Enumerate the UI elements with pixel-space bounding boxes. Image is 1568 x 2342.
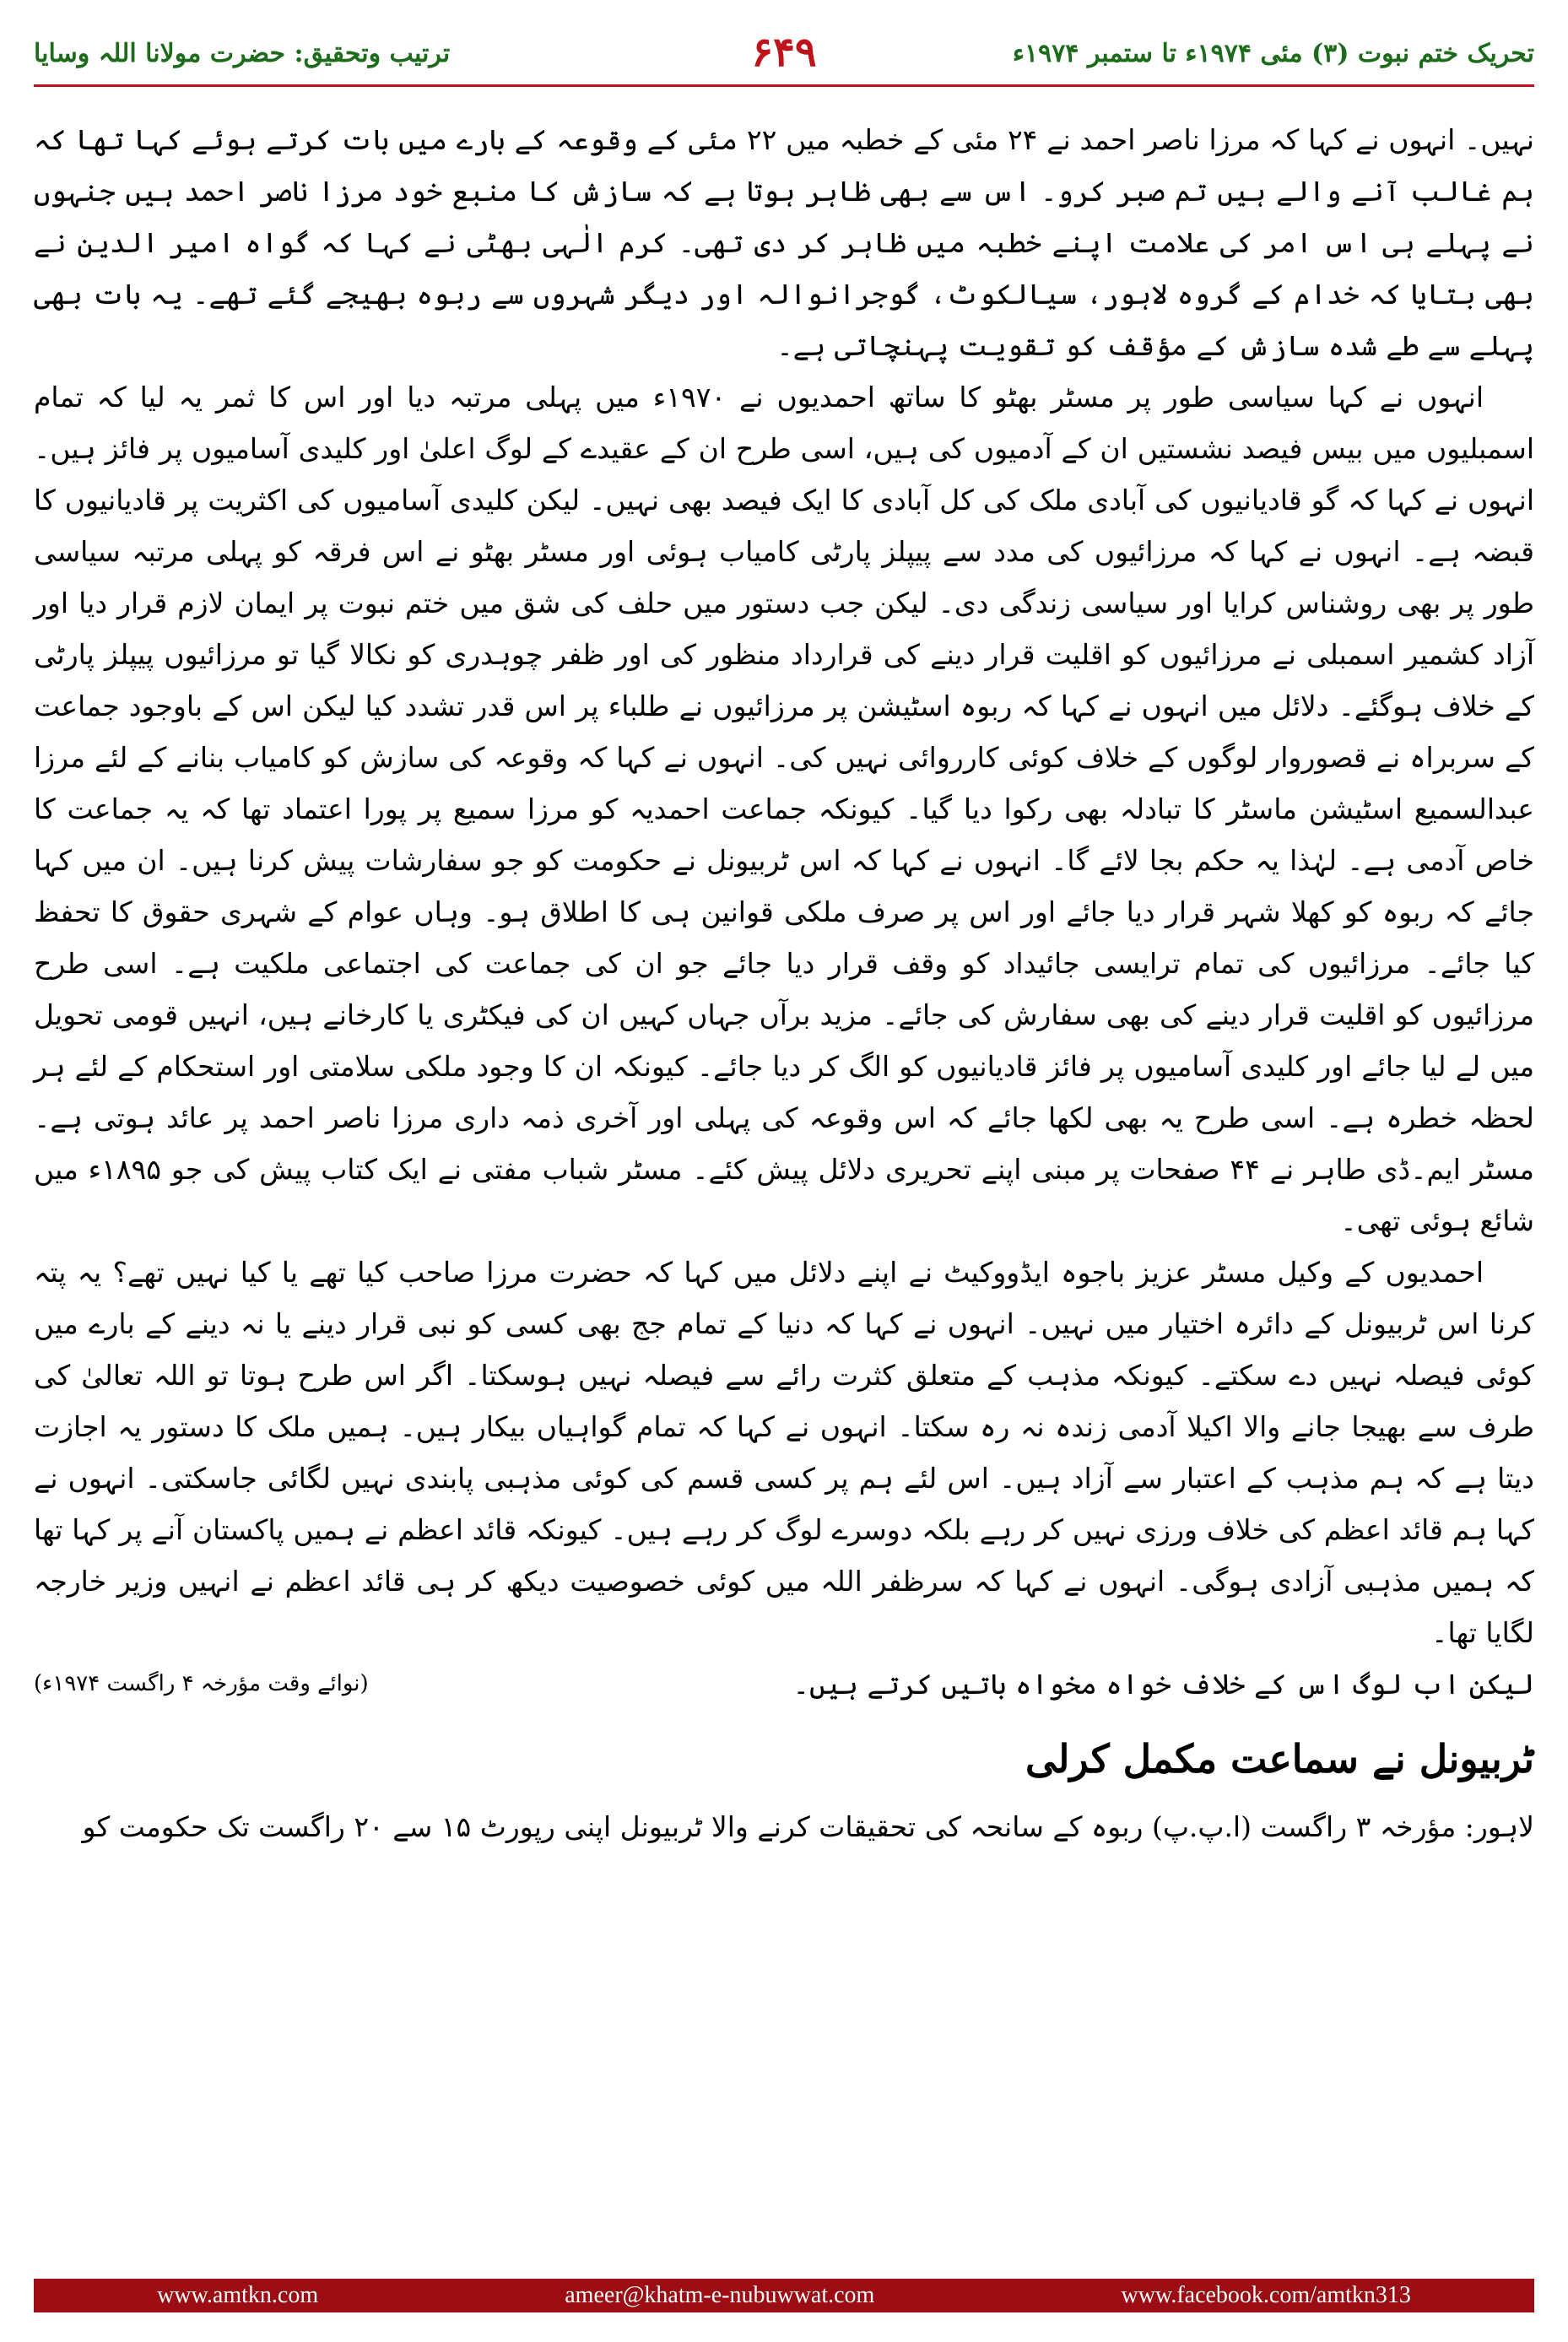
page-footer	[34, 2279, 1534, 2312]
footer-website-link[interactable]: www.amtkn.com	[157, 2282, 319, 2308]
footer-email-link[interactable]: ameer@khatm-e-nubuwwat.com	[565, 2282, 875, 2308]
header-compiler-credit: ترتیب وتحقیق: حضرت مولانا اللہ وسایا	[34, 39, 451, 68]
footer-facebook-link[interactable]: www.facebook.com/amtkn313	[1121, 2282, 1411, 2308]
article-body	[34, 114, 1534, 1853]
source-citation: (نوائے وقت مؤرخہ ۴ راگست ۱۹۷۴ء)	[34, 1671, 369, 1696]
page-number: ۶۴۹	[751, 29, 817, 76]
paragraph-2: انہوں نے کہا سیاسی طور پر مسٹر بھٹو کا ساتھ احمدیوں نے ۱۹۷۰ء میں پہلی مرتبہ دیا اور اس کا ثمر یہ لیا کہ تمام اسمبلیوں میں بیس فیصد نشستیں ان کے آدمیوں کی ہیں، اسی طرح ان کے عقیدے کے لوگ اعلیٰ اور کلیدی آسامیوں پر فائز ہیں۔ انہوں نے کہا کہ گو قادیانیوں کی آبادی ملک کی کل آبادی کا ایک فیصد بھی نہیں۔ لیکن کلیدی آسامیوں کی اکثریت پر قادیانیوں کا قبضہ ہے۔ انہوں نے کہا کہ مرزائیوں کی مدد سے پیپلز پارٹی کامیاب ہوئی اور مسٹر بھٹو نے اس فرقہ کو پہلی مرتبہ سیاسی طور پر بھی روشناس کرایا اور سیاسی زندگی دی۔ لیکن جب دستور میں حلف کی شق میں ختم نبوت پر ایمان لازم قرار دیا اور آزاد کشمیر اسمبلی نے مرزائیوں کو اقلیت قرار دینے کی قرارداد منظور کی اور ظفر چوہدری کو نکالا گیا تو مرزائیوں پیپلز پارٹی کے خلاف ہوگئے۔ دلائل میں انہوں نے کہا کہ ربوہ اسٹیشن پر مرزائیوں نے طلباء پر اس قدر تشدد کیا لیکن اس کے باوجود جماعت کے سربراہ نے قصوروار لوگوں کے خلاف کوئی کارروائی نہیں کی۔ انہوں نے کہا کہ وقوعہ کی سازش کو کامیاب بنانے کے لئے مرزا عبدالسمیع اسٹیشن ماسٹر کا تبادلہ بھی رکوا دیا گیا۔ کیونکہ جماعت احمدیہ کو مرزا سمیع پر پورا اعتماد تھا کہ یہ جماعت کا خاص آدمی ہے۔ لہٰذا یہ حکم بجا لائے گا۔ انہوں نے کہا کہ اس ٹربیونل نے حکومت کو جو سفارشات پیش کرنا ہیں۔ ان میں کہا جائے کہ ربوہ کو کھلا شہر قرار دیا جائے اور اس پر صرف ملکی قوانین ہی کا اطلاق ہو۔ وہاں عوام کے شہری حقوق کا تحفظ کیا جائے۔ مرزائیوں کی تمام ترایسی جائیداد کو وقف قرار دیا جائے جو ان کی جماعت کی اجتماعی ملکیت ہے۔ اسی طرح مرزائیوں کو اقلیت قرار دینے کی بھی سفارش کی جائے۔ مزید برآں جہاں کہیں ان کی فیکٹری یا کارخانے ہیں، انہیں قومی تحویل میں لے لیا جائے اور کلیدی آسامیوں پر فائز قادیانیوں کو الگ کر دیا جائے۔ کیونکہ ان کا وجود ملکی سلامتی اور استحکام کے لئے ہر لحظہ خطرہ ہے۔ اسی طرح یہ بھی لکھا جائے کہ اس وقوعہ کی پہلی اور آخری ذمہ داری مرزا ناصر احمد پر عائد ہوتی ہے۔ مسٹر ایم۔ڈی طاہر نے ۴۴ صفحات پر مبنی اپنے تحریری دلائل پیش کئے۔ مسٹر شباب مفتی نے ایک کتاب پیش کی جو ۱۸۹۵ء میں شائع ہوئی تھی۔	[34, 381, 1534, 1237]
paragraph-4: لاہور: مؤرخہ ۳ راگست (ا.پ.پ) ربوہ کے سانحہ کی تحقیقات کرنے والا ٹربیونل اپنی رپورٹ ۱۵ سے ۲۰ راگست تک حکومت کو	[82, 1810, 1534, 1843]
closing-line	[34, 1658, 1534, 1710]
paragraph-1: نہیں۔ انہوں نے کہا کہ مرزا ناصر احمد نے ۲۴ مئی کے خطبہ میں ۲۲ مئی کے وقوعہ کے بارے میں بات کرتے ہوئے کہا تھا کہ ہم غالب آنے والے ہیں تم صبر کرو۔ اس سے بھی ظاہر ہوتا ہے کہ سازش کا منبع خود مرزا ناصر احمد ہیں جنہوں نے پہلے ہی اس امر کی علامت اپنے خطبہ میں ظاہر کر دی تھی۔ کرم الٰہی بھٹی نے کہا کہ گواہ امیر الدین نے بھی بتایا کہ خدام کے گروہ لاہور، سیالکوٹ، گوجرانوالہ اور دیگر شہروں سے ربوہ بھیجے گئے تھے۔ یہ بات بھی پہلے سے طے شدہ سازش کے مؤقف کو تقویت پہنچاتی ہے۔	[34, 123, 1534, 362]
closing-sentence: لیکن اب لوگ اس کے خلاف خواہ مخواہ باتیں کرتے ہیں۔	[792, 1668, 1534, 1701]
header-divider	[34, 84, 1534, 87]
page-header	[34, 29, 1534, 76]
header-book-title: تحریک ختم نبوت (۳) مئی ۱۹۷۴ء تا ستمبر ۱۹۷۴ء	[1012, 39, 1534, 68]
paragraph-3: احمدیوں کے وکیل مسٹر عزیز باجوہ ایڈووکیٹ نے اپنے دلائل میں کہا کہ حضرت مرزا صاحب کیا تھے یا کیا نہیں تھے؟ یہ پتہ کرنا اس ٹربیونل کے دائرہ اختیار میں نہیں۔ انہوں نے کہا کہ دنیا کے تمام جج بھی کسی کو نبی قرار دینے یا نہ دینے کے بارے میں کوئی فیصلہ نہیں دے سکتے۔ کیونکہ مذہب کے متعلق کثرت رائے سے فیصلہ نہیں ہوسکتا۔ اگر اس طرح ہوتا تو اللہ تعالیٰ کی طرف سے بھیجا جانے والا اکیلا آدمی زندہ نہ رہ سکتا۔ انہوں نے کہا کہ تمام گواہیاں بیکار ہیں۔ ہمیں ملک کا دستور یہ اجازت دیتا ہے کہ ہم مذہب کے اعتبار سے آزاد ہیں۔ اس لئے ہم پر کسی قسم کی کوئی مذہبی پابندی نہیں لگائی جاسکتی۔ انہوں نے کہا ہم قائد اعظم کی خلاف ورزی نہیں کر رہے بلکہ دوسرے لوگ کر رہے ہیں۔ کیونکہ قائد اعظم نے ہمیں پاکستان آنے پر کہا تھا کہ ہمیں مذہبی آزادی ہوگی۔ انہوں نے کہا کہ سرظفر اللہ میں کوئی خصوصیت دیکھ کر ہی قائد اعظم نے انہیں وزیر خارجہ لگایا تھا۔	[34, 1256, 1534, 1649]
section-heading: ٹربیونل نے سماعت مکمل کرلی	[1025, 1736, 1534, 1782]
